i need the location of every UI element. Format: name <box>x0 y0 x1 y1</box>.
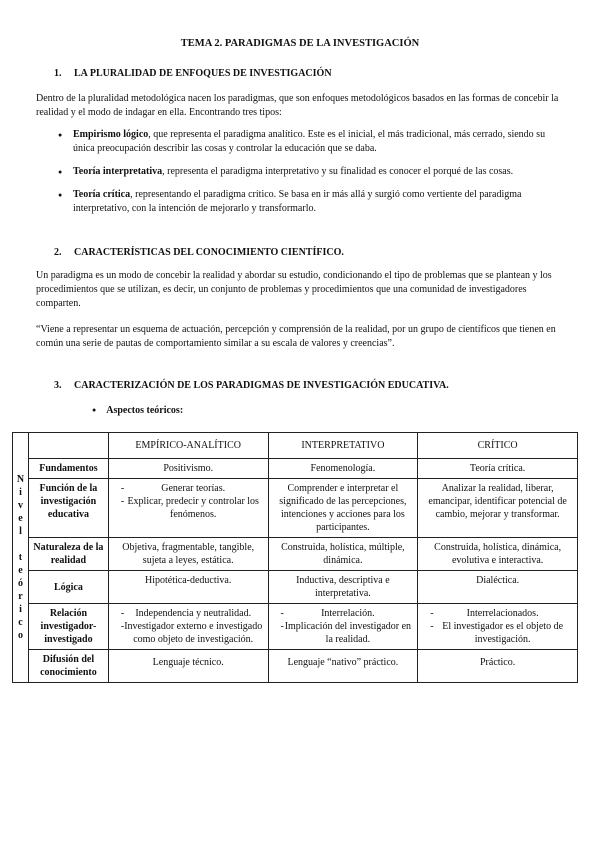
list-item: - El investigador es el objeto de investigación. <box>422 620 573 646</box>
table-cell: Inductiva, descriptiva e interpretativa. <box>268 571 418 604</box>
list-item: - Generar teorías. <box>113 482 264 495</box>
table-cell: Comprender e interpretar el significado de las percepciones, intenciones y acciones para los participantes. <box>268 479 418 538</box>
vertical-label-nivel-teorico: N i v e l t e ó r i c o <box>13 433 29 683</box>
table-cell <box>418 604 578 650</box>
table-row <box>13 479 578 538</box>
column-header: CRÍTICO <box>418 433 578 459</box>
row-header: Relación investigador-investigado <box>28 604 108 650</box>
list-item: ● Teoría interpretativa, representa el paradigma interpretativo y su finalidad es conocer el porqué de las cosas. <box>36 165 564 179</box>
paradigms-table <box>12 432 578 683</box>
table-cell: Construida, holística, dinámica, evolutiva e interactiva. <box>418 538 578 571</box>
table-row <box>13 459 578 479</box>
table-row <box>13 650 578 683</box>
table-cell: Objetiva, fragmentable, tangible, sujeta a leyes, estática. <box>108 538 268 571</box>
table-cell: Positivismo. <box>108 459 268 479</box>
table-cell: Analizar la realidad, liberar, emancipar, identificar potencial de cambio, mejorar y transformar. <box>418 479 578 538</box>
list-item: - Explicar, predecir y controlar los fenómenos. <box>113 495 264 521</box>
table-cell: Dialéctica. <box>418 571 578 604</box>
row-header: Naturaleza de la realidad <box>28 538 108 571</box>
section-1-intro: Dentro de la pluralidad metodológica nacen los paradigmas, que son enfoques metodológicos basados en las formas de concebir la realidad y el modo de indagar en ella. Encontrando tres tipos: <box>36 93 559 118</box>
table-row <box>13 604 578 650</box>
section-2-para-2: “Viene a representar un esquema de actuación, percepción y comprensión de la realidad, por un grupo de científicos que tienen en común una serie de pautas de comportamiento similar a su escala de valores y creencias”. <box>36 324 556 349</box>
paradigm-list <box>36 128 564 225</box>
list-item: - Implicación del investigador en la realidad. <box>273 620 414 646</box>
list-item: - Interrelacionados. <box>422 607 573 620</box>
row-header: Fundamentos <box>28 459 108 479</box>
empty-corner-cell <box>28 433 108 459</box>
table-cell: Hipotética-deductiva. <box>108 571 268 604</box>
list-item: - Independencia y neutralidad. <box>113 607 264 620</box>
table-cell: Fenomenología. <box>268 459 418 479</box>
section-3-subheading: ● Aspectos teóricos: <box>92 405 183 416</box>
table-cell <box>108 479 268 538</box>
section-3-heading: 3. CARACTERIZACIÓN DE LOS PARADIGMAS DE INVESTIGACIÓN EDUCATIVA. <box>54 380 449 391</box>
table-cell: Teoría crítica. <box>418 459 578 479</box>
table-cell: Lenguaje técnico. <box>108 650 268 683</box>
row-header: Difusión del conocimiento <box>28 650 108 683</box>
row-header: Función de la investigación educativa <box>28 479 108 538</box>
table-cell <box>108 604 268 650</box>
section-2-para-1: Un paradigma es un modo de concebir la realidad y abordar su estudio, condicionando el tipo de problemas que se plantean y los procedimientos que se utilizan, es decir, un conjunto de problemas y procedimientos que una comunidad de investigadores comparten. <box>36 270 552 309</box>
table-row <box>13 538 578 571</box>
list-item: ● Empirismo lógico, que representa el paradigma analítico. Este es el inicial, el más tradicional, más cerrado, siendo su única preocupación describir las cosas y controlar la educación que se daba. <box>36 128 564 156</box>
section-2-heading: 2. CARACTERÍSTICAS DEL CONOCIMIENTO CIENTÍFICO. <box>54 247 344 258</box>
table-header-row <box>13 433 578 459</box>
section-1-heading: 1. LA PLURALIDAD DE ENFOQUES DE INVESTIGACIÓN <box>54 68 332 79</box>
list-item: - Interrelación. <box>273 607 414 620</box>
table-cell: Construida, holística, múltiple, dinámica. <box>268 538 418 571</box>
table-cell: Práctico. <box>418 650 578 683</box>
table-cell <box>268 604 418 650</box>
table-row <box>13 571 578 604</box>
page-title: TEMA 2. PARADIGMAS DE LA INVESTIGACIÓN <box>180 38 420 49</box>
column-header: EMPÍRICO-ANALÍTICO <box>108 433 268 459</box>
table-cell: Lenguaje “nativo” práctico. <box>268 650 418 683</box>
list-item: - Investigador externo e investigado como objeto de investigación. <box>113 620 264 646</box>
row-header: Lógica <box>28 571 108 604</box>
column-header: INTERPRETATIVO <box>268 433 418 459</box>
list-item: ● Teoría crítica, representando el paradigma crítico. Se basa en ir más allá y surgió como vertiente del paradigma interpretativo, con la intención de mejorarlo y transformarlo. <box>36 188 564 216</box>
